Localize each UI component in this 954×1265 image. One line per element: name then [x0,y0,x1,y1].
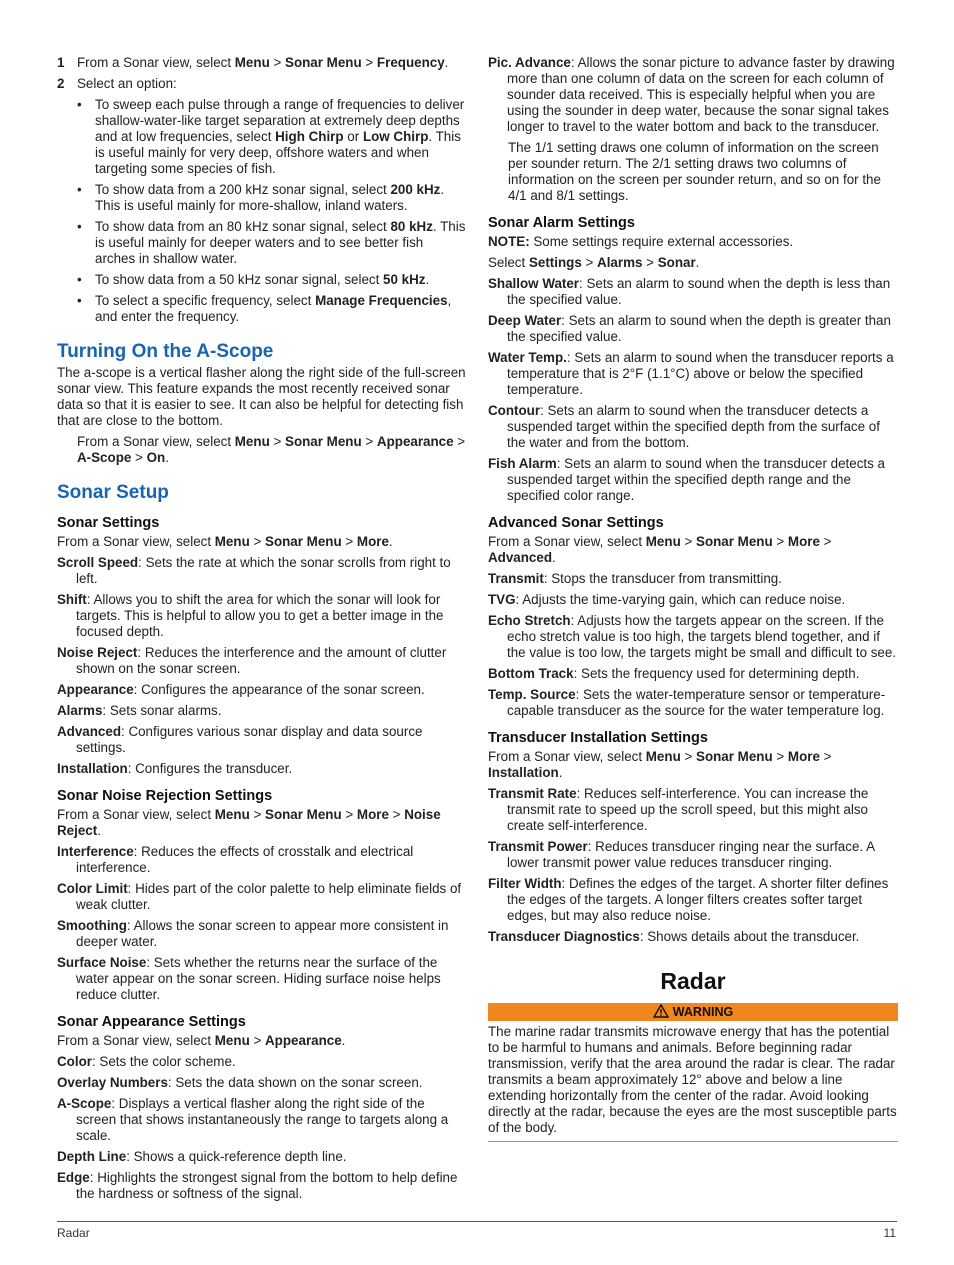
subheading-transducer-settings: Transducer Installation Settings [488,730,708,746]
definition-term: Advanced [57,724,121,739]
definition-text: : Adjusts the time-varying gain, which can reduce noise. [515,592,846,607]
bold-term: Low Chirp [362,129,429,144]
bold-term: On [146,450,166,465]
transducer-path: From a Sonar view, select Menu > Sonar Menu > More > Installation. [488,749,832,780]
bold-term: Appearance [265,1033,342,1048]
definition-item [488,55,898,135]
definition-text: : Sets an alarm to sound when the depth is greater than the specified value. [507,313,891,344]
right-column [488,55,898,1147]
definition-text: : Shows a quick-reference depth line. [126,1149,347,1164]
definition-text: : Reduces transducer ringing near the surface. A lower transmit power value reduces transducer ringing. [507,839,875,870]
definition-text: : Hides part of the color palette to help eliminate fields of weak clutter. [76,881,462,912]
definition-item [488,929,898,945]
definition-text: : Configures various sonar display and data source settings. [76,724,423,755]
definition-term: Fish Alarm [488,456,557,471]
definition-item [57,592,467,640]
definition-item [57,555,467,587]
bold-term: Manage Frequencies [315,293,448,308]
definition-text: : Sets the frequency used for determining depth. [573,666,860,681]
definition-text: : Sets an alarm to sound when the transducer detects a suspended target within the specified depth from the surface of the water and from the bottom. [507,403,880,450]
definition-text: : Allows the sonar screen to appear more consistent in deeper water. [76,918,449,949]
definition-term: Smoothing [57,918,127,933]
definition-text: : Displays a vertical flasher along the right side of the screen that shows instantaneously the range to targets along a scale. [76,1096,449,1143]
warning-triangle-icon [653,1004,669,1018]
warning-banner [488,1003,898,1021]
ascope-body: The a-scope is a vertical flasher along the right side of the full-screen sonar view. This feature expands the most recently received sonar data so that it is easier to see. It can also be helpful for detecting fish that are close to the bottom. [57,365,466,428]
settings-path: From a Sonar view, select Menu > Sonar Menu > More. [57,534,393,549]
ascope-step: From a Sonar view, select Menu > Sonar Menu > Appearance > A-Scope > On. [77,434,466,465]
definition-term: Transmit Rate [488,786,577,801]
bold-term: 80 kHz [390,219,433,234]
subheading-appearance: Sonar Appearance Settings [57,1014,246,1030]
list-item: • To show data from a 200 kHz sonar signal, select 200 kHz. This is useful mainly for more-shallow, inland waters. [95,182,467,214]
footer-section: Radar [57,1226,90,1240]
bold-term: Menu [214,534,250,549]
definition-text: : Reduces self-interference. You can increase the transmit rate to speed up the scroll speed, but this might also create self-interference. [507,786,869,833]
step-1 [57,55,467,71]
definition-term: Noise Reject [57,645,138,660]
bold-term: High Chirp [275,129,344,144]
definition-term: Transmit Power [488,839,588,854]
definition-term: Pic. Advance [488,55,571,70]
definition-text: : Sets sonar alarms. [102,703,222,718]
definition-item [57,918,467,950]
bold-term: Sonar Menu [285,55,362,70]
definition-item [488,350,898,398]
definition-term: Color [57,1054,92,1069]
definition-item [488,687,898,719]
subheading-alarm-settings: Sonar Alarm Settings [488,215,635,231]
bold-term: Sonar Menu [285,434,362,449]
definition-item [57,703,467,719]
definition-term: Surface Noise [57,955,147,970]
definition-text: : Defines the edges of the target. A shorter filter defines the edges of the targets. A longer filters creates softer target edges, but may also reduce noise. [507,876,889,923]
list-item: • To show data from an 80 kHz sonar signal, select 80 kHz. This is useful mainly for deeper waters and to see better fish arches in shallow water. [95,219,467,267]
definition-term: Transducer Diagnostics [488,929,640,944]
definition-term: A-Scope [57,1096,112,1111]
definition-term: Bottom Track [488,666,574,681]
bold-term: Sonar Menu [265,534,342,549]
bold-term: Menu [234,434,270,449]
definition-term: Water Temp. [488,350,567,365]
definition-item [57,761,467,777]
definition-text: : Adjusts how the targets appear on the screen. If the echo stretch value is too high, the targets blend together, and if the value is too low, the targets might be small and difficult to see. [507,613,897,660]
transducer-definitions [488,786,898,945]
definition-term: TVG [488,592,516,607]
section-heading-sonar-setup: Sonar Setup [57,482,169,503]
definition-term: Appearance [57,682,134,697]
pic-advance-extra: The 1/1 setting draws one column of information on the screen per sounder return. The 2/1 setting draws two columns of information on the screen per sounder return, and so on for the 4/1 and 8/1 settings. [508,140,881,203]
definition-item [57,1096,467,1144]
bold-term: A-Scope [77,450,132,465]
definition-item [488,571,898,587]
warning-label: WARNING [672,1005,734,1019]
bold-term: More [356,534,389,549]
appearance-path: From a Sonar view, select Menu > Appearance. [57,1033,346,1048]
bold-term: Sonar Menu [696,534,773,549]
alarm-path: Select Settings > Alarms > Sonar. [488,255,700,270]
definition-term: Echo Stretch [488,613,571,628]
bold-term: NOTE: [488,234,530,249]
bold-term: 200 kHz [390,182,441,197]
subheading-noise-rejection: Sonar Noise Rejection Settings [57,788,273,804]
definition-term: Scroll Speed [57,555,139,570]
section-heading-ascope: Turning On the A-Scope [57,341,274,362]
definition-text: : Sets whether the returns near the surface of the water appear on the sonar screen. Hiding surface noise helps reduce clutter. [76,955,441,1002]
definition-term: Installation [57,761,128,776]
definition-item [488,592,898,608]
definition-item [488,786,898,834]
bold-term: Appearance [376,434,454,449]
definition-item [57,844,467,876]
chapter-title-radar: Radar [660,968,726,994]
definition-item [57,1054,467,1070]
bold-term: Menu [645,534,681,549]
definition-text: : Sets the data shown on the sonar screen. [167,1075,423,1090]
step-text: From a Sonar view, select Menu > Sonar Menu > Frequency. [77,55,449,70]
definition-item [488,666,898,682]
definition-text: : Sets the color scheme. [91,1054,236,1069]
advanced-definitions [488,571,898,719]
definition-text: : Sets the water-temperature sensor or temperature-capable transducer as the source for the water temperature log. [507,687,886,718]
definition-term: Contour [488,403,541,418]
definition-term: Filter Width [488,876,562,891]
bold-term: 50 kHz [383,272,426,287]
definition-item [57,1149,467,1165]
definition-text: : Allows you to shift the area for which the sonar will look for targets. This is helpful to allow you to get a better image in the focused depth. [76,592,444,639]
definition-item [488,876,898,924]
definition-item [57,881,467,913]
bold-term: Frequency [376,55,445,70]
list-item: • To select a specific frequency, select Manage Frequencies, and enter the frequency. [95,293,467,325]
definition-item [57,955,467,1003]
definition-item [488,276,898,308]
bold-term: More [356,807,389,822]
step-2 [57,76,467,92]
definition-text: : Shows details about the transducer. [639,929,860,944]
definition-text: : Highlights the strongest signal from the bottom to help define the hardness or softness of the signal. [76,1170,458,1201]
definition-item [57,682,467,698]
bold-term: More [787,534,820,549]
definition-item [57,645,467,677]
definition-item [488,313,898,345]
left-column [57,55,467,1207]
list-item: • To show data from a 50 kHz sonar signal, select 50 kHz. [95,272,467,288]
bold-term: Noise Reject [57,807,441,838]
definition-text: : Configures the appearance of the sonar screen. [133,682,425,697]
definition-text: : Sets an alarm to sound when the transducer reports a temperature that is 2°F (1.1°C) above or below the specified temperature. [507,350,894,397]
definition-term: Temp. Source [488,687,576,702]
definition-text: : Reduces the interference and the amount of clutter shown on the sonar screen. [76,645,447,676]
definition-text: : Sets an alarm to sound when the transducer detects a suspended target within the specified depth range and the specified color range. [507,456,885,503]
definition-term: Overlay Numbers [57,1075,168,1090]
bold-term: Settings [528,255,582,270]
list-item: • To sweep each pulse through a range of frequencies to deliver shallow-water-like target separation at extremely deep depths and at low frequencies, select High Chirp or Low Chirp. This is useful mainly for very deep, offshore waters and when targeting some species of fish. [95,97,467,177]
alarm-definitions [488,276,898,504]
definition-item [488,613,898,661]
warning-text: The marine radar transmits microwave energy that has the potential to be harmful to humans and animals. Before beginning radar transmission, verify that the area around the radar is clear. The radar transmits a beam approximately 12° above and below a line extending horizontally from the center of the radar. Avoid looking directly at the radar, because the eyes are the most susceptible parts of the body. [488,1024,898,1142]
definition-term: Depth Line [57,1149,127,1164]
definition-term: Color Limit [57,881,128,896]
bold-term: Alarms [597,255,643,270]
footer-rule [57,1221,897,1222]
definition-text: : Reduces the effects of crosstalk and electrical interference. [76,844,414,875]
definition-term: Alarms [57,703,103,718]
appearance-definitions [57,1054,467,1202]
definition-item [488,456,898,504]
subheading-advanced-settings: Advanced Sonar Settings [488,515,664,531]
definition-term: Deep Water [488,313,562,328]
definition-item [57,1170,467,1202]
definition-text: : Configures the transducer. [127,761,293,776]
step-number: 1 [57,55,65,70]
noise-definitions [57,844,467,1003]
bold-term: Menu [214,1033,250,1048]
advanced-path: From a Sonar view, select Menu > Sonar Menu > More > Advanced. [488,534,832,565]
definition-item [488,403,898,451]
bold-term: Sonar [657,255,696,270]
bold-term: Advanced [488,550,552,565]
bold-term: Menu [214,807,250,822]
definition-term: Shallow Water [488,276,580,291]
bold-term: Installation [488,765,559,780]
definition-text: : Stops the transducer from transmitting. [543,571,782,586]
definition-text: : Sets the rate at which the sonar scrolls from right to left. [76,555,451,586]
bold-term: More [787,749,820,764]
definition-term: Shift [57,592,87,607]
frequency-options-list [57,97,467,325]
bold-term: Sonar Menu [696,749,773,764]
subheading-sonar-settings: Sonar Settings [57,515,160,531]
bold-term: Menu [645,749,681,764]
definition-item [57,1075,467,1091]
definition-term: Edge [57,1170,90,1185]
alarm-note: NOTE: Some settings require external accessories. [488,234,794,249]
definition-item [57,724,467,756]
bold-term: Menu [234,55,270,70]
bold-term: Sonar Menu [265,807,342,822]
definition-item [488,839,898,871]
page-number: 11 [883,1226,896,1240]
noise-path: From a Sonar view, select Menu > Sonar Menu > More > Noise Reject. [57,807,441,838]
definition-term: Transmit [488,571,544,586]
pic-advance-definition [488,55,898,135]
step-number: 2 [57,76,65,91]
step-text: Select an option: [77,76,177,91]
definition-text: : Sets an alarm to sound when the depth is less than the specified value. [507,276,891,307]
settings-definitions [57,555,467,777]
definition-text: : Allows the sonar picture to advance faster by drawing more than one column of data on the screen for each column of sounder data received. This is especially helpful when you are using the sounder in deep water, because the sonar signal takes longer to travel to the water bottom and back to the transducer. [507,55,895,134]
definition-term: Interference [57,844,134,859]
